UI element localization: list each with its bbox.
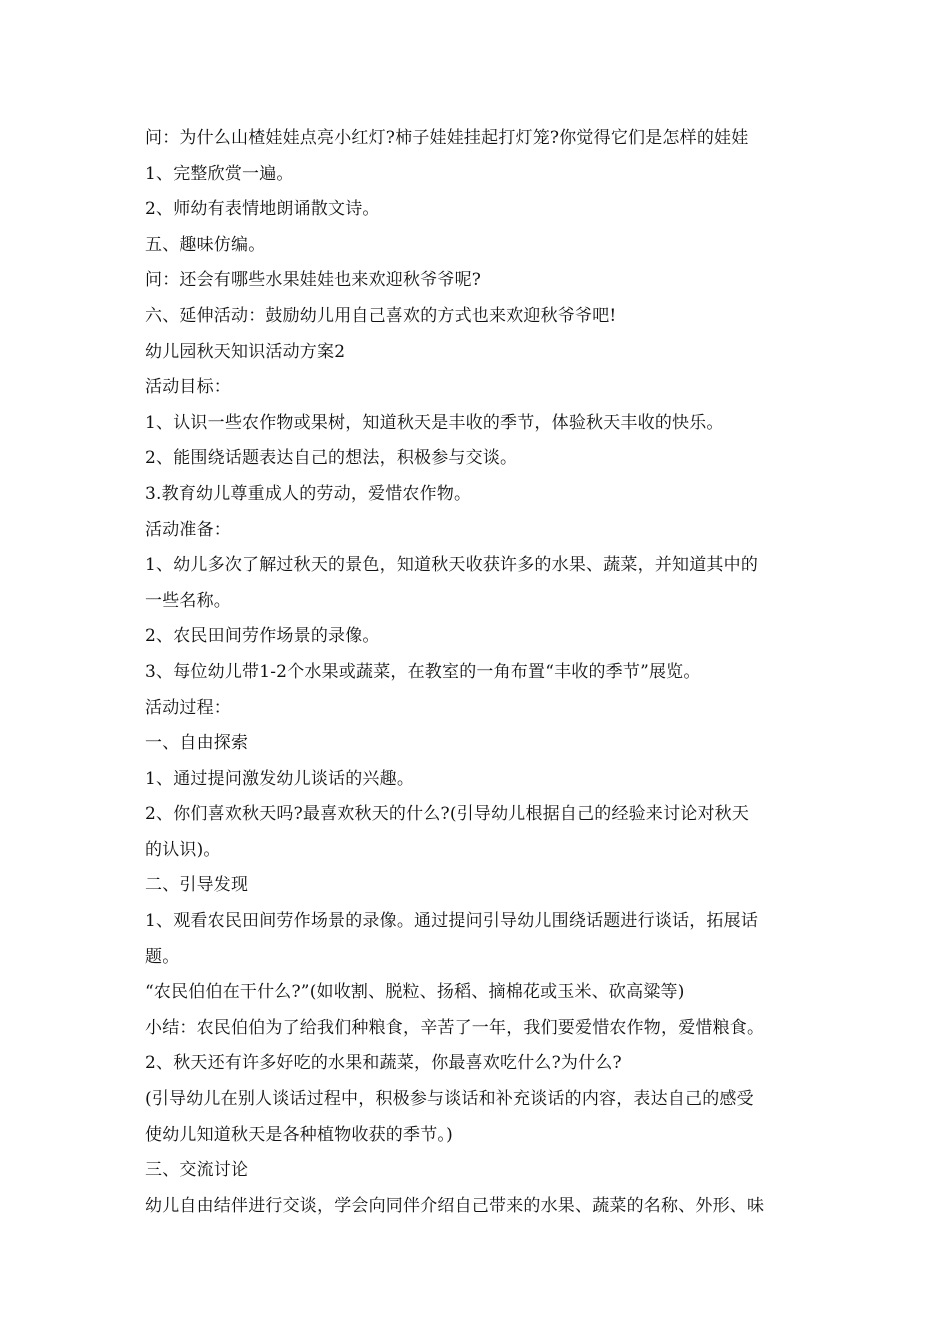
text-line: 1、观看农民田间劳作场景的录像。通过提问引导幼儿围绕话题进行谈话，拓展话 (145, 911, 759, 932)
text-line: 使幼儿知道秋天是各种植物收获的季节。) (145, 1124, 453, 1145)
text-line: 2、农民田间劳作场景的录像。 (145, 626, 380, 647)
text-line: 小结：农民伯伯为了给我们种粮食，辛苦了一年，我们要爱惜农作物，爱惜粮食。 (145, 1017, 765, 1038)
section-heading: 活动过程： (145, 697, 231, 718)
text-line: 1、完整欣赏一遍。 (145, 163, 294, 184)
section-heading: 二、引导发现 (145, 875, 249, 896)
text-line: 2、能围绕话题表达自己的想法，积极参与交谈。 (145, 448, 518, 469)
document-body (145, 121, 815, 1224)
text-line: 的认识)。 (145, 839, 221, 860)
text-line: 1、通过提问激发幼儿谈话的兴趣。 (145, 768, 415, 789)
section-heading: 五、趣味仿编。 (145, 234, 266, 255)
section-heading: 六、延伸活动：鼓励幼儿用自己喜欢的方式也来欢迎秋爷爷吧! (145, 305, 617, 326)
text-line: (引导幼儿在别人谈话过程中，积极参与谈话和补充谈话的内容，表达自己的感受 (145, 1089, 754, 1110)
text-line: 2、你们喜欢秋天吗?最喜欢秋天的什么?(引导幼儿根据自己的经验来讨论对秋天 (145, 804, 750, 825)
document-title: 幼儿园秋天知识活动方案2 (145, 341, 346, 362)
text-line: 题。 (145, 946, 180, 967)
text-line: 3.教育幼儿尊重成人的劳动，爱惜农作物。 (145, 483, 472, 504)
section-heading: 一、自由探索 (145, 733, 249, 754)
section-heading: 活动目标： (145, 377, 231, 398)
text-line: 2、师幼有表情地朗诵散文诗。 (145, 199, 380, 220)
text-line: 3、每位幼儿带1-2个水果或蔬菜，在教室的一角布置“丰收的季节”展览。 (145, 661, 701, 682)
text-line: 幼儿自由结伴进行交谈，学会向同伴介绍自己带来的水果、蔬菜的名称、外形、味 (145, 1195, 765, 1216)
text-line: 问：还会有哪些水果娃娃也来欢迎秋爷爷呢? (145, 270, 482, 291)
text-line: “农民伯伯在干什么?”(如收割、脱粒、扬稻、摘棉花或玉米、砍高粱等) (145, 982, 685, 1003)
text-line: 一些名称。 (145, 590, 231, 611)
text-line: 1、认识一些农作物或果树，知道秋天是丰收的季节，体验秋天丰收的快乐。 (145, 412, 724, 433)
section-heading: 三、交流讨论 (145, 1160, 249, 1181)
text-line: 问：为什么山楂娃娃点亮小红灯?柿子娃娃挂起打灯笼?你觉得它们是怎样的娃娃 (145, 128, 749, 148)
text-line: 1、幼儿多次了解过秋天的景色，知道秋天收获许多的水果、蔬菜，并知道其中的 (145, 555, 759, 576)
text-line: 2、秋天还有许多好吃的水果和蔬菜，你最喜欢吃什么?为什么? (145, 1053, 622, 1074)
section-heading: 活动准备： (145, 519, 231, 540)
